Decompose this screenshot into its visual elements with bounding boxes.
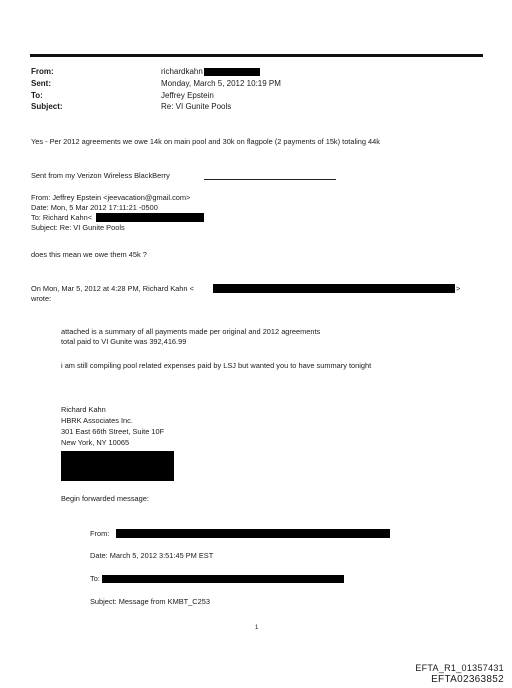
forwarded-begin: Begin forwarded message: (61, 494, 149, 503)
redaction-on-line (213, 284, 455, 293)
fwd-from-label: From: (90, 529, 110, 538)
from-value: richardkahn (161, 67, 203, 76)
inner-line-1: attached is a summary of all payments made per original and 2012 agreements (61, 327, 321, 336)
inner-line-2: total paid to VI Gunite was 392,416.99 (61, 337, 187, 346)
from-label: From: (31, 67, 54, 76)
sig-company: HBRK Associates Inc. (61, 416, 133, 425)
quoted-question: does this mean we owe them 45k ? (31, 250, 147, 259)
redaction-signature (61, 451, 174, 481)
wrote-line: wrote: (31, 294, 52, 303)
quoted-date: Date: Mon, 5 Mar 2012 17:11:21 -0500 (31, 203, 158, 212)
sent-from-line: Sent from my Verizon Wireless BlackBerry (31, 171, 170, 180)
subject-label: Subject: (31, 102, 63, 111)
redaction-quoted-to (96, 213, 204, 222)
to-label: To: (31, 91, 43, 100)
quoted-to: To: Richard Kahn< (31, 213, 93, 222)
fwd-date: Date: March 5, 2012 3:51:45 PM EST (90, 551, 214, 560)
reply-line: Yes - Per 2012 agreements we owe 14k on main pool and 30k on flagpole (2 payments of 15k) totaling 44k (31, 137, 380, 146)
bates-number-1: EFTA_R1_01357431 (415, 663, 504, 673)
subject-value: Re: VI Gunite Pools (161, 102, 232, 111)
sig-city: New York, NY 10065 (61, 438, 130, 447)
header-rule (30, 54, 483, 57)
signature-underline (204, 179, 336, 180)
sent-label: Sent: (31, 79, 51, 88)
inner-line-3: i am still compiling pool related expenses paid by LSJ but wanted you to have summary tonight (61, 361, 372, 370)
to-value: Jeffrey Epstein (161, 91, 214, 100)
sig-street: 301 East 66th Street, Suite 10F (61, 427, 165, 436)
fwd-subject: Subject: Message from KMBT_C253 (90, 597, 210, 606)
on-line: On Mon, Mar 5, 2012 at 4:28 PM, Richard Kahn < (31, 284, 194, 293)
redaction-fwd-from (116, 529, 390, 538)
redaction-fwd-to (102, 575, 344, 583)
redaction-from (204, 68, 260, 76)
page-number: 1 (255, 625, 259, 631)
sent-value: Monday, March 5, 2012 10:19 PM (161, 79, 281, 88)
sig-name: Richard Kahn (61, 405, 106, 414)
fwd-to-label: To: (90, 574, 100, 583)
on-line-suffix: > (456, 284, 461, 293)
bates-number-2: EFTA02363852 (431, 674, 504, 685)
quoted-subject: Subject: Re: VI Gunite Pools (31, 223, 125, 232)
quoted-from: From: Jeffrey Epstein <jeevacation@gmail.com> (31, 193, 191, 202)
